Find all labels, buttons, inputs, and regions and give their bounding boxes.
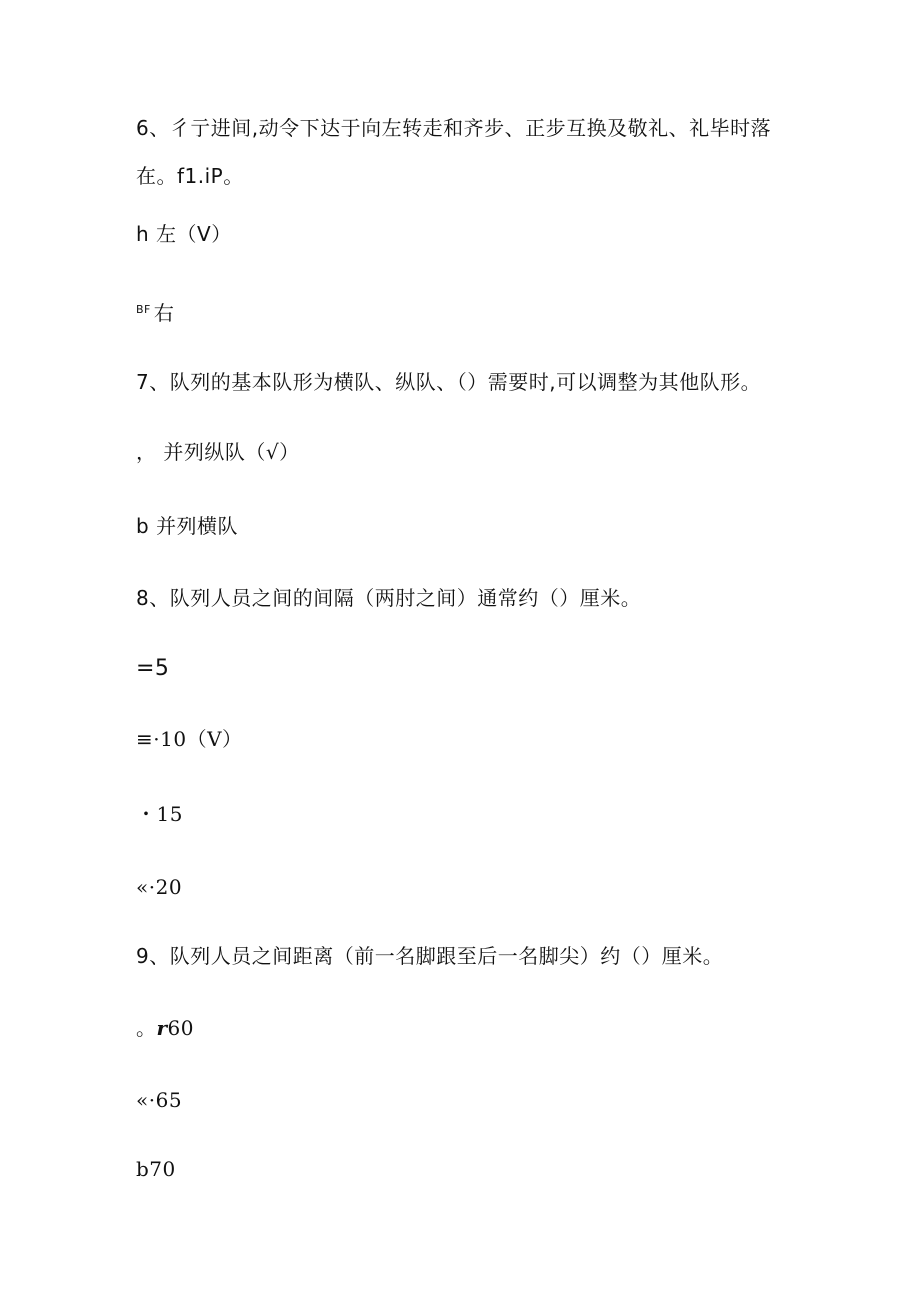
- question-6-option-b: [136, 296, 174, 327]
- option-marker: BF: [136, 303, 151, 316]
- question-8-option-a: =5: [136, 656, 170, 681]
- option-marker: ，: [136, 440, 157, 464]
- option-text: 左（V）: [156, 222, 232, 246]
- option-letter: r: [156, 1016, 168, 1040]
- question-9-stem: 9、队列人员之间距离（前一名脚跟至后一名脚尖）约（）厘米。: [136, 944, 724, 968]
- question-8-option-d: «·20: [136, 875, 183, 899]
- question-7-option-b: [136, 512, 238, 540]
- question-9-option-b: «·65: [136, 1088, 183, 1112]
- option-text: 并列横队: [156, 514, 239, 538]
- question-7-option-a: [136, 438, 300, 466]
- option-text: 并列纵队（√）: [163, 440, 300, 464]
- question-6-stem-line-1: 6、彳亍进间,动令下达于向左转走和齐步、正步互换及敬礼、礼毕时落: [136, 116, 772, 140]
- question-9-option-a: [136, 1014, 194, 1042]
- question-8-option-b: ≡·10（V）: [136, 727, 243, 751]
- option-text: 右: [153, 301, 175, 325]
- question-7-stem: 7、队列的基本队形为横队、纵队、（）需要时,可以调整为其他队形。: [136, 370, 762, 394]
- question-8-option-c: ・15: [136, 802, 183, 826]
- option-text: 60: [167, 1016, 194, 1040]
- question-8-stem: 8、队列人员之间的间隔（两肘之间）通常约（）厘米。: [136, 586, 642, 610]
- question-6-option-a: [136, 220, 232, 248]
- question-9-option-c: b70: [136, 1157, 176, 1181]
- option-marker: h: [136, 222, 150, 246]
- question-6-stem-line-2: 在。f1.iP。: [136, 164, 244, 188]
- option-marker: b: [136, 514, 150, 538]
- option-marker: 。: [136, 1016, 157, 1040]
